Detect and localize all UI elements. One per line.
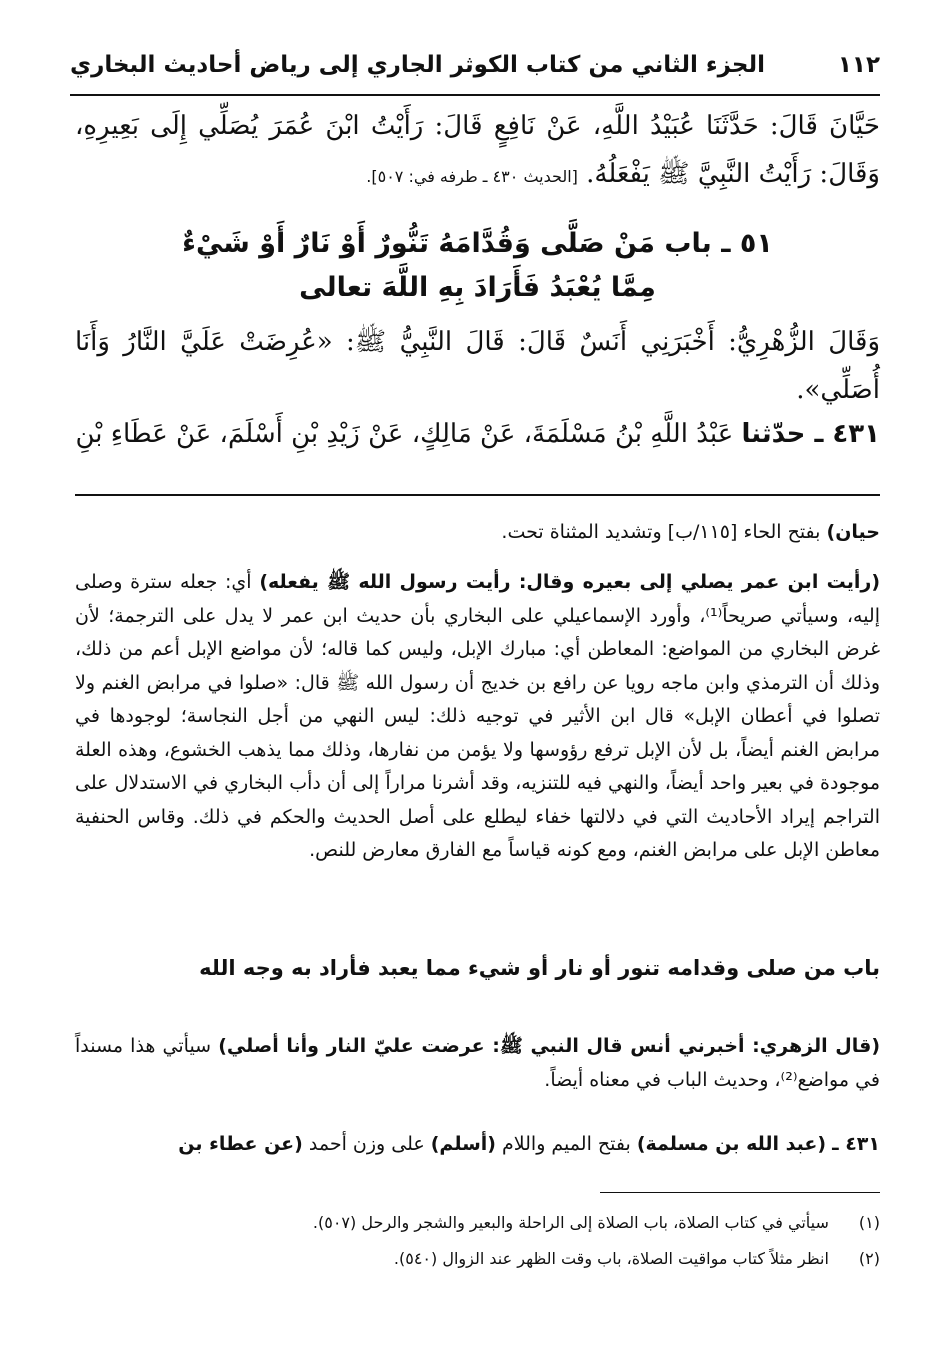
hadith-431-number: ٤٣١ ـ حدّثنا [741, 419, 880, 449]
commentary-4-number: ٤٣١ ـ [832, 1133, 880, 1155]
hadith-reference: [الحديث ٤٣٠ ـ طرفه في: ٥٠٧]. [366, 167, 578, 186]
footnote-1 [75, 1208, 880, 1238]
zuhri-narration: وَقَالَ الزُّهْرِيُّ: أَخْبَرَنِي أَنَسٌ قَالَ: قَالَ النَّبِيُّ ﷺ: «عُرِضَتْ عَلَيَّ النَّارُ وَأَنَا أُصَلِّي». [75, 327, 880, 405]
commentary-paragraph-3 [75, 1030, 880, 1097]
running-title: الجزء الثاني من كتاب الكوثر الجاري إلى رياض أحاديث البخاري [70, 52, 766, 78]
commentary-2-lemma: (رأيت ابن عمر يصلي إلى بعيره وقال: رأيت رسول الله ﷺ يفعله) [259, 571, 880, 593]
commentary-paragraph-1 [75, 516, 880, 550]
chapter-heading-line2: مِمَّا يُعْبَدُ فَأَرَادَ بِهِ اللَّهَ تعالى [299, 272, 656, 303]
hadith-continuation [75, 102, 880, 201]
hadith-continuation-text: حَيَّانَ قَالَ: حَدَّثَنَا عُبَيْدُ اللَّهِ، عَنْ نَافِعٍ قَالَ: رَأَيْتُ ابْنَ عُمَرَ يُصَلِّي إِلَى بَعِيرِهِ، وَقَالَ: رَأَيْتُ النَّبِيَّ ﷺ يَفْعَلُهُ. [75, 111, 880, 189]
hadith-431-text: عَبْدُ اللَّهِ بْنُ مَسْلَمَةَ، عَنْ مَالِكٍ، عَنْ زَيْدِ بْنِ أَسْلَمَ، عَنْ عَطَاءِ بْنِ [75, 419, 734, 449]
footnote-1-text: سيأتي في كتاب الصلاة، باب الصلاة إلى الراحلة والبعير والشجر والرحل (٥٠٧). [312, 1213, 829, 1232]
commentary-1-lemma: حيان) [826, 521, 880, 543]
commentary-4-lemma-2: (أسلم) [430, 1133, 496, 1155]
section-divider [75, 494, 880, 496]
chapter-heading-line1: ٥١ ـ باب مَنْ صَلَّى وَقُدَّامَهُ تَنُّورٌ أَوْ نَارٌ أَوْ شَيْءٌ [182, 228, 773, 259]
commentary-4-lemma-1: (عبد الله بن مسلمة) [636, 1133, 827, 1155]
commentary-3-text: سيأتي هذا مسنداً في مواضع⁽²⁾، وحديث الباب في معناه أيضاً. [75, 1035, 880, 1091]
commentary-4-text-2: على وزن أحمد [308, 1133, 425, 1155]
page-header [70, 40, 880, 90]
footnote-rule [600, 1192, 880, 1193]
commentary-3-lemma: (قال الزهري: أخبرني أنس قال النبي ﷺ: عرضت عليّ النار وأنا أصلي) [218, 1035, 880, 1057]
commentary-paragraph-2 [75, 566, 880, 868]
chapter-heading [75, 222, 880, 310]
footnote-1-number: (١) [858, 1213, 880, 1232]
page-number: ١١٢ [837, 52, 880, 78]
hadith-431 [75, 410, 880, 458]
footnote-2-number: (٢) [858, 1249, 880, 1268]
commentary-4-lemma-3: (عن عطاء بن [178, 1133, 303, 1155]
commentary-1-text: بفتح الحاء [١١٥/ب] وتشديد المثناة تحت. [501, 521, 821, 543]
header-rule [70, 94, 880, 96]
footnote-2-text: انظر مثلاً كتاب مواقيت الصلاة، باب وقت الظهر عند الزوال (٥٤٠). [393, 1249, 829, 1268]
commentary-section-heading: باب من صلى وقدامه تنور أو نار أو شيء مما يعبد فأراد به وجه الله [199, 956, 880, 980]
commentary-4-text-1: بفتح الميم واللام [502, 1133, 631, 1155]
commentary-paragraph-4 [75, 1128, 880, 1162]
commentary-2-text: أي: جعله سترة وصلى إليه، وسيأتي صريحاً⁽¹⁾، وأورد الإسماعيلي على البخاري بأن حديث ابن عمر لا يدل على الترجمة؛ لأن غرض البخاري من المواضع: المعاطن أي: مبارك الإبل، وليس كما قاله؛ لأن مواضع الإبل أعم من ذلك، وذلك أن الترمذي وابن ماجه رويا عن رافع بن خديج أن رسول الله ﷺ قال: «صلوا في مرابض الغنم ولا تصلوا في أعطان الإبل» قال ابن الأثير في توجيه ذلك: ليس النهي من أجل النجاسة؛ لوجودها في مرابض الغنم أيضاً، بل لأن الإبل ترفع رؤوسها ولا يؤمن من نفارها، وذلك مما يذهب الخشوع، وهذه العلة موجودة في بعير واحد أيضاً، والنهي فيه للتنزيه، وقد أشرنا مراراً إلى أن دأب البخاري في الاستدلال على التراجم إيراد الأحاديث التي في دلالتها خفاء ليطلع على أصل الحديث والحكم في ذلك. وقاس الحنفية معاطن الإبل على مرابض الغنم، ومع كونه قياساً مع الفارق معارض للنص. [75, 571, 880, 861]
footnote-2 [75, 1244, 880, 1274]
